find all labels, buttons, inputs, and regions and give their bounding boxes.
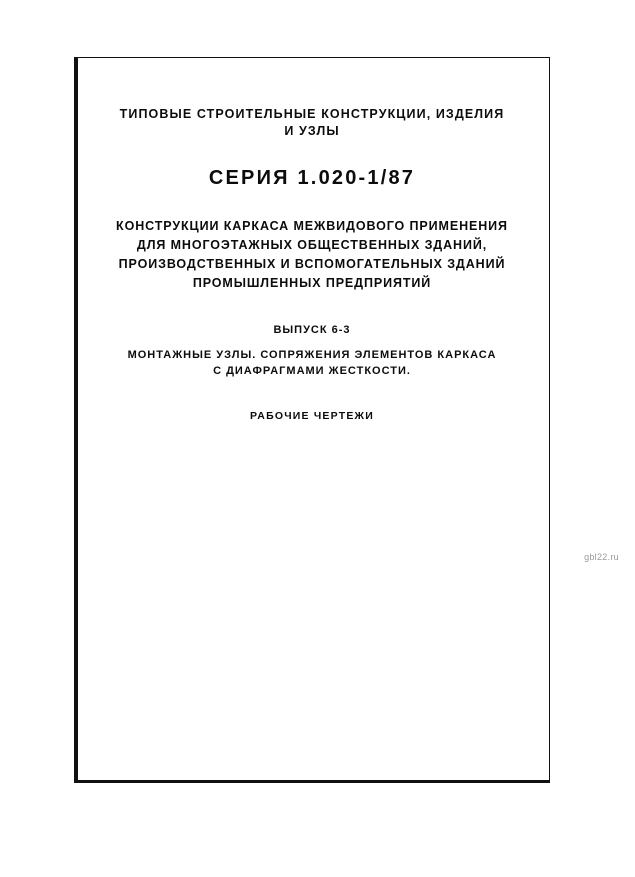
title-block: [75, 106, 549, 424]
watermark-text: gbl22.ru: [584, 552, 619, 562]
heading-line-1: ТИПОВЫЕ СТРОИТЕЛЬНЫЕ КОНСТРУКЦИИ, ИЗДЕЛИЯ: [119, 107, 505, 121]
drawing-sheet-frame: [74, 57, 550, 783]
issue-line-2: С ДИАФРАГМАМИ ЖЕСТКОСТИ.: [213, 365, 411, 378]
subject-line-1: КОНСТРУКЦИИ КАРКАСА МЕЖВИДОВОГО ПРИМЕНЕНИЯ: [116, 219, 508, 234]
heading-line-2: И УЗЛЫ: [284, 123, 340, 138]
document-type: [75, 410, 549, 424]
document-heading: [75, 106, 549, 139]
series-line-1: СЕРИЯ 1.020-1/87: [208, 167, 416, 189]
subject-line-4: ПРОМЫШЛЕННЫХ ПРЕДПРИЯТИЙ: [192, 275, 432, 290]
document-subject: [75, 217, 549, 292]
subject-line-3: ПРОИЗВОДСТВЕННЫХ И ВСПОМОГАТЕЛЬНЫХ ЗДАНИЙ: [118, 256, 506, 271]
issue-block: [75, 322, 549, 380]
issue-line-1: МОНТАЖНЫЕ УЗЛЫ. СОПРЯЖЕНИЯ ЭЛЕМЕНТОВ КАРКАСА: [127, 348, 497, 361]
series-number: [75, 165, 549, 191]
subject-line-2: ДЛЯ МНОГОЭТАЖНЫХ ОБЩЕСТВЕННЫХ ЗДАНИЙ,: [136, 238, 488, 253]
doctype-line-1: РАБОЧИЕ ЧЕРТЕЖИ: [250, 409, 374, 422]
issue-number: ВЫПУСК 6-3: [273, 324, 351, 337]
